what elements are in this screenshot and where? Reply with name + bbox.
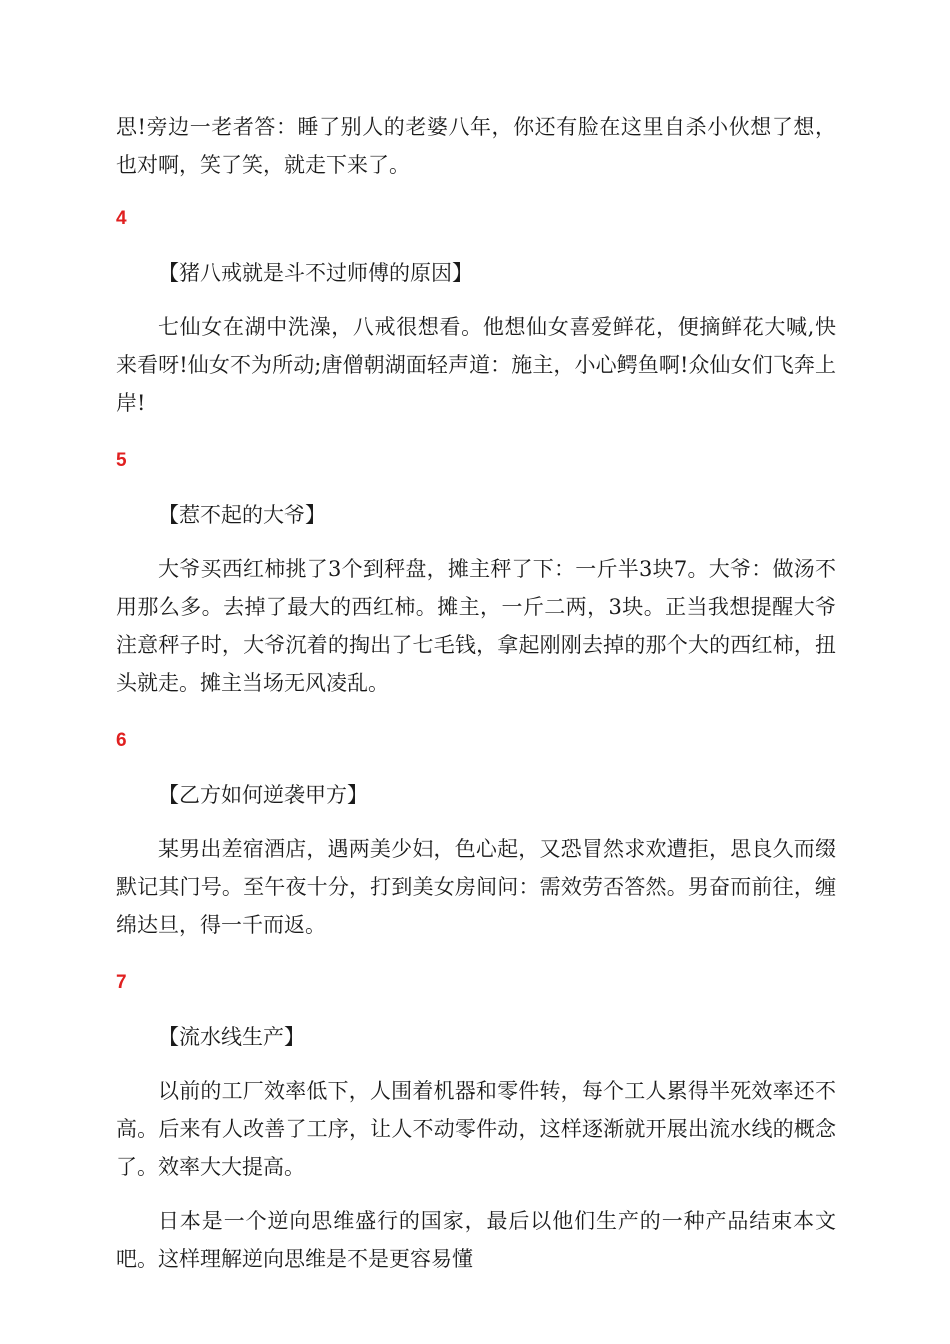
section-number: 7 [116,972,127,993]
section-paragraph: 以前的工厂效率低下，人围着机器和零件转，每个工人累得半死效率还不高。后来有人改善了工序，让人不动零件动，这样逐渐就开展出流水线的概念了。效率大大提高。 [116,1079,836,1179]
document-page [116,108,836,1278]
section-title: 【惹不起的大爷】 [158,503,326,527]
closing-paragraph: 日本是一个逆向思维盛行的国家，最后以他们生产的一种产品结束本文吧。这样理解逆向思维是不是更容易懂 [116,1209,836,1271]
section-title: 【流水线生产】 [158,1025,305,1049]
section-number: 6 [116,730,127,751]
intro-paragraph: 思!旁边一老者答：睡了别人的老婆八年，你还有脸在这里自杀小伙想了想，也对啊，笑了笑，就走下来了。 [116,115,836,177]
section-number: 4 [116,208,127,229]
section-title: 【猪八戒就是斗不过师傅的原因】 [158,261,473,285]
section-title: 【乙方如何逆袭甲方】 [158,783,368,807]
section-paragraph: 七仙女在湖中洗澡，八戒很想看。他想仙女喜爱鲜花，便摘鲜花大喊,快来看呀!仙女不为所动;唐僧朝湖面轻声道：施主，小心鳄鱼啊!众仙女们飞奔上岸! [116,315,836,415]
section-paragraph: 大爷买西红柿挑了3个到秤盘，摊主秤了下：一斤半3块7。大爷：做汤不用那么多。去掉了最大的西红柿。摊主，一斤二两，3块。正当我想提醒大爷注意秤子时，大爷沉着的掏出了七毛钱，拿起刚刚去掉的那个大的西红柿，扭头就走。摊主当场无风凌乱。 [116,557,836,695]
section-number: 5 [116,450,127,471]
section-paragraph: 某男出差宿酒店，遇两美少妇，色心起，又恐冒然求欢遭拒，思良久而缀默记其门号。至午夜十分，打到美女房间问：需效劳否答然。男奋而前往，缠绵达旦，得一千而返。 [116,837,836,937]
